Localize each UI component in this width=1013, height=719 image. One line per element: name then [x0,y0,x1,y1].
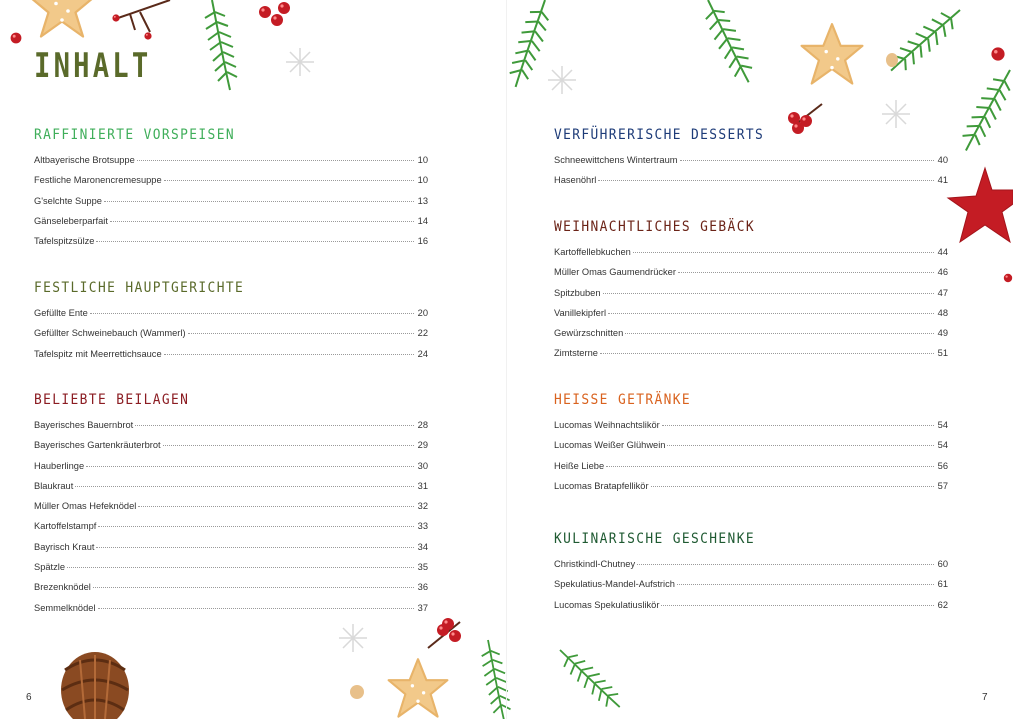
entry-page-number: 61 [937,579,948,590]
entry-page-number: 34 [417,541,428,552]
toc-entry[interactable] [34,461,428,481]
toc-entry[interactable] [554,175,948,195]
toc-entry[interactable] [34,175,428,195]
toc-section [554,127,948,196]
dot-leader [677,584,934,585]
page-number: 6 [26,692,32,703]
toc-entry[interactable] [34,308,428,328]
entry-title: Lucomas Weihnachtslikör [554,420,660,430]
entry-title: Müller Omas Hefeknödel [34,501,137,512]
entry-title: Kartoffellebkuchen [554,247,631,257]
dot-leader [135,425,414,426]
dot-leader [75,486,414,487]
toc-section [554,219,948,369]
dot-leader [667,445,934,446]
toc-entry[interactable] [554,328,948,348]
entry-page-number: 57 [937,480,948,491]
dot-leader [678,272,934,273]
toc-entry[interactable] [34,216,428,236]
left-page [0,0,506,719]
entry-page-number: 60 [937,559,948,569]
entry-title: Hauberlinge [34,460,85,471]
entry-title: Heiße Liebe [554,460,605,471]
section-heading: HEISSE GETRÄNKE [554,392,692,408]
entry-page-number: 28 [417,420,428,430]
toc-entry[interactable] [34,328,428,348]
entry-title: Spekulatius-Mandel-Aufstrich [554,579,675,590]
dot-leader [633,252,934,253]
entry-title: Festliche Maronencremesuppe [34,175,162,186]
entry-title: Bayerisches Bauernbrot [34,420,134,430]
entry-page-number: 56 [937,460,948,471]
entry-page-number: 33 [417,521,428,532]
dot-leader [600,353,934,354]
entry-page-number: 30 [417,460,428,471]
entry-title: Müller Omas Gaumendrücker [554,267,676,278]
entry-page-number: 51 [937,348,948,359]
section-heading: WEIHNACHTLICHES GEBÄCK [554,219,755,235]
toc-entry[interactable] [554,247,948,267]
entry-page-number: 62 [937,599,948,610]
dot-leader [96,241,414,242]
entry-title: Hasenöhrl [554,175,597,186]
toc-entry[interactable] [554,579,948,599]
entry-page-number: 16 [417,236,428,247]
dot-leader [164,180,414,181]
dot-leader [98,526,414,527]
dot-leader [163,445,414,446]
entry-page-number: 31 [417,480,428,491]
toc-section [34,127,428,256]
entry-page-number: 24 [417,348,428,359]
entry-title: Blaukraut [34,480,74,491]
entry-page-number: 14 [417,215,428,226]
page-number: 7 [982,692,988,703]
toc-section [554,392,948,501]
dot-leader [606,466,934,467]
dot-leader [625,333,934,334]
toc-entry[interactable] [34,420,428,440]
entry-page-number: 46 [937,267,948,278]
dot-leader [98,608,415,609]
section-heading: RAFFINIERTE VORSPEISEN [34,127,235,143]
toc-entry[interactable] [34,603,428,623]
dot-leader [90,313,414,314]
toc-entry[interactable] [554,348,948,368]
toc-entry[interactable] [554,440,948,460]
entry-page-number: 35 [417,562,428,573]
dot-leader [598,180,934,181]
dot-leader [86,466,414,467]
dot-leader [603,293,934,294]
toc-section [554,531,948,620]
toc-entry[interactable] [34,542,428,562]
entry-page-number: 22 [417,328,428,339]
dot-leader [138,506,414,507]
entry-title: Schneewittchens Wintertraum [554,155,678,165]
entry-page-number: 10 [417,175,428,186]
entry-page-number: 10 [417,155,428,165]
toc-entry[interactable] [34,155,428,175]
entry-page-number: 44 [937,247,948,257]
dot-leader [104,201,414,202]
entry-title: Bayerisches Gartenkräuterbrot [34,440,161,451]
entry-title: Christkindl-Chutney [554,559,636,569]
toc-entry[interactable] [34,481,428,501]
page-title: INHALT [34,46,152,86]
entry-title: Lucomas Spekulatiuslikör [554,599,660,610]
entry-title: Brezenknödel [34,582,91,593]
entry-page-number: 41 [937,175,948,186]
entry-title: Gefüllte Ente [34,308,88,318]
dot-leader [662,425,934,426]
section-heading: KULINARISCHE GESCHENKE [554,531,755,547]
entry-title: Lucomas Weißer Glühwein [554,440,666,451]
entry-page-number: 54 [937,420,948,430]
entry-title: Tafelspitz mit Meerrettichsauce [34,348,162,359]
toc-entry[interactable] [34,582,428,602]
entry-title: Tafelspitzsülze [34,236,95,247]
toc-entry[interactable] [554,420,948,440]
entry-title: Kartoffelstampf [34,521,97,532]
dot-leader [608,313,934,314]
entry-page-number: 36 [417,582,428,593]
entry-title: Semmelknödel [34,602,96,613]
entry-title: Spitzbuben [554,287,601,298]
entry-title: Gänseleberparfait [34,215,108,226]
dot-leader [651,486,934,487]
dot-leader [67,567,414,568]
entry-title: Bayrisch Kraut [34,541,95,552]
toc-entry[interactable] [554,481,948,501]
toc-entry[interactable] [554,461,948,481]
entry-page-number: 48 [937,307,948,318]
toc-section [34,280,428,369]
dot-leader [188,333,414,334]
toc-entry[interactable] [554,559,948,579]
entry-title: Spätzle [34,562,66,573]
toc-entry[interactable] [34,562,428,582]
entry-page-number: 13 [417,195,428,206]
dot-leader [637,564,934,565]
dot-leader [137,160,414,161]
entry-title: Gewürzschnitten [554,328,624,339]
entry-title: Vanillekipferl [554,307,607,318]
entry-title: G'selchte Suppe [34,195,102,206]
right-page [506,0,1013,719]
entry-page-number: 29 [417,440,428,451]
dot-leader [93,587,414,588]
entry-title: Zimtsterne [554,348,598,359]
dot-leader [96,547,414,548]
section-heading: FESTLICHE HAUPTGERICHTE [34,280,245,296]
toc-entry[interactable] [34,521,428,541]
section-heading: VERFÜHRERISCHE DESSERTS [554,127,765,143]
dot-leader [661,605,934,606]
entry-page-number: 49 [937,328,948,339]
section-heading: BELIEBTE BEILAGEN [34,392,190,408]
toc-entry[interactable] [554,308,948,328]
dot-leader [110,221,414,222]
toc-entry[interactable] [554,600,948,620]
toc-entry[interactable] [554,267,948,287]
toc-entry[interactable] [554,155,948,175]
dot-leader [164,354,414,355]
toc-entry[interactable] [34,196,428,216]
entry-page-number: 32 [417,501,428,512]
entry-title: Gefüllter Schweinebauch (Wammerl) [34,328,186,339]
toc-entry[interactable] [34,440,428,460]
entry-page-number: 54 [937,440,948,451]
toc-section [34,392,428,623]
entry-page-number: 40 [937,155,948,165]
dot-leader [680,160,935,161]
toc-entry[interactable] [34,501,428,521]
toc-entry[interactable] [554,288,948,308]
toc-entry[interactable] [34,349,428,369]
entry-page-number: 47 [937,287,948,298]
entry-page-number: 37 [417,602,428,613]
toc-entry[interactable] [34,236,428,256]
entry-title: Lucomas Bratapfellikör [554,480,649,491]
entry-page-number: 20 [417,308,428,318]
entry-title: Altbayerische Brotsuppe [34,155,135,165]
